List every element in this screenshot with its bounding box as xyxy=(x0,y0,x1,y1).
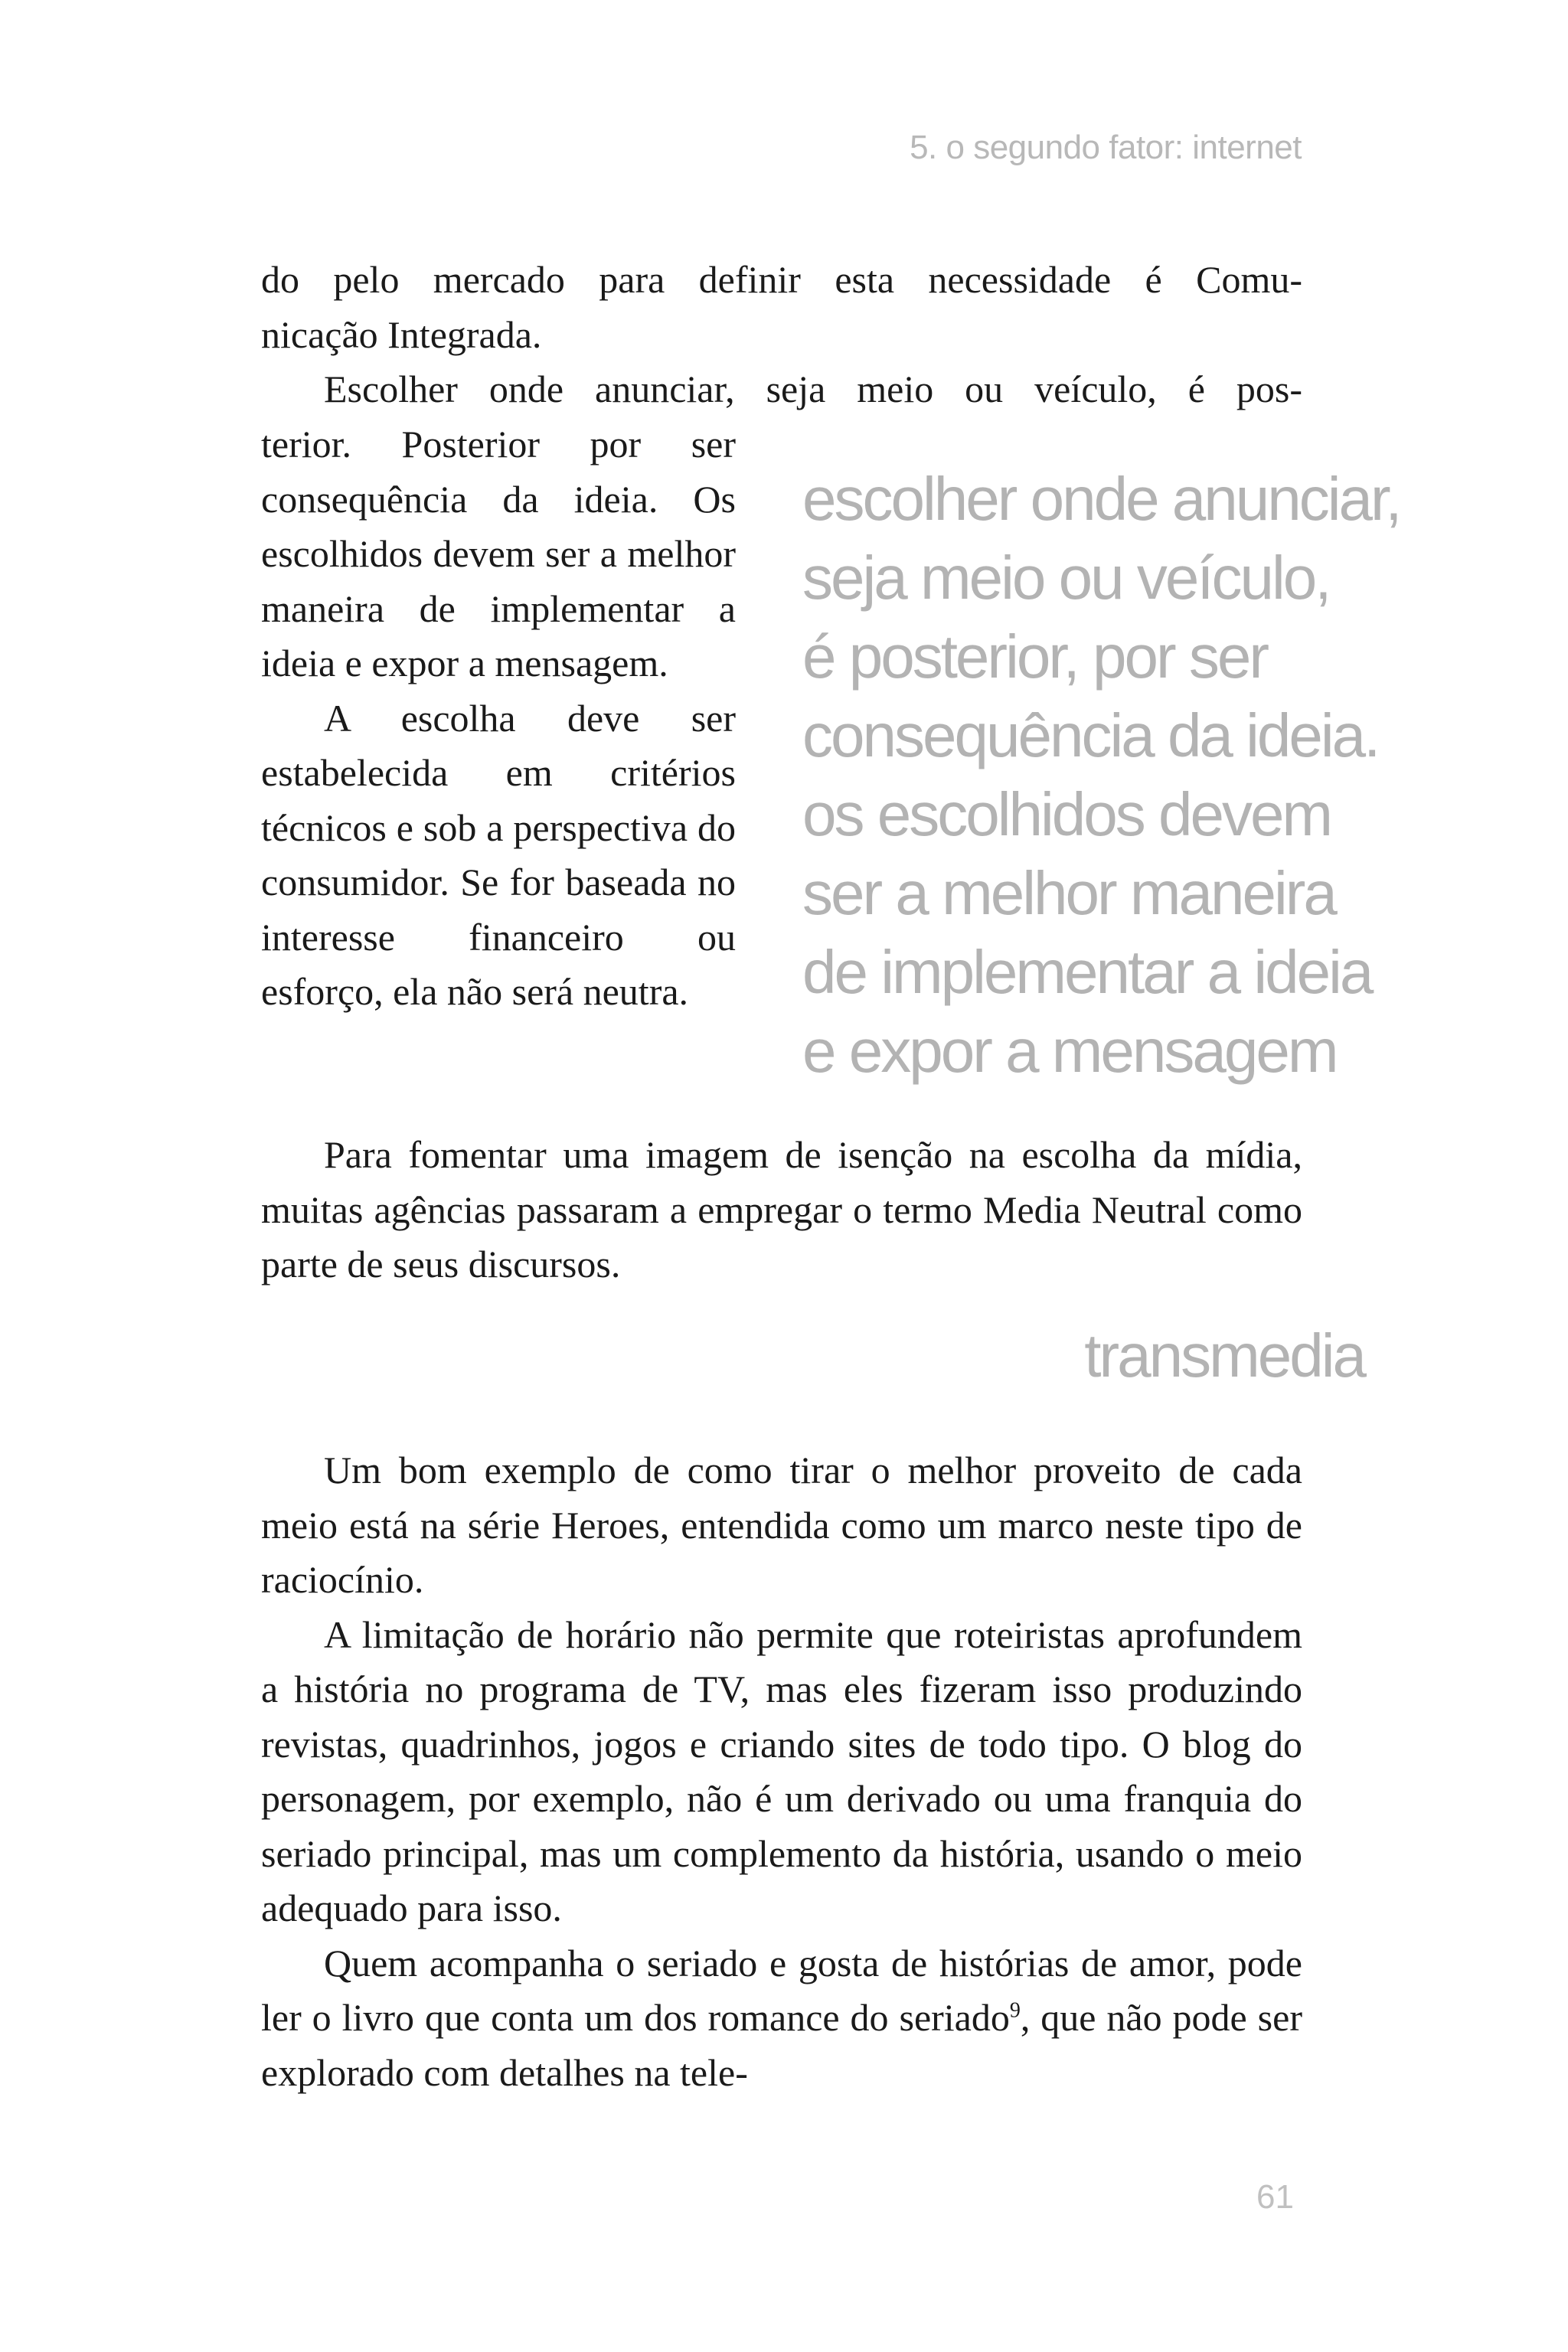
paragraph-choose-rest: terior. Posterior por ser consequência da ideia. Os escolhidos devem ser a melhor maneira de implementar a ideia e expor a mensagem. xyxy=(261,423,736,684)
paragraph-love-text: Quem acompanha o seriado e gosta de histórias de amor, pode ler o livro que conta um dos romance do seriado xyxy=(261,1941,1302,2039)
pull-quote-line: ser a melhor maneira xyxy=(802,859,1335,927)
pull-quote-line: seja meio ou veículo, xyxy=(802,544,1330,612)
section-heading: transmedia xyxy=(1084,1321,1364,1390)
paragraph-choose-line1 xyxy=(261,362,1302,417)
pull-quote xyxy=(802,459,1491,1090)
paragraph-continuation xyxy=(261,253,1302,362)
pull-quote-line: é posterior, por ser xyxy=(802,622,1267,691)
pull-quote-line: os escolhidos devem xyxy=(802,780,1331,848)
line: Escolher onde anunciar, seja meio ou veículo, é pos- xyxy=(324,368,1302,410)
paragraph-criteria: A escolha deve ser estabelecida em critérios técnicos e sob a perspectiva do consumidor. Se for baseada no interesse financeiro ou esforço, ela não será neutra. xyxy=(261,696,736,1013)
line: do pelo mercado para definir esta necessidade é Comu- xyxy=(261,258,1302,301)
paragraph-heroes: Um bom exemplo de como tirar o melhor proveito de cada meio está na série Heroes, entendida como um marco neste tipo de raciocínio. xyxy=(261,1449,1302,1601)
footnote-reference[interactable]: 9 xyxy=(1009,1998,1021,2023)
paragraph-media-neutral: Para fomentar uma imagem de isenção na escolha da mídia, muitas agências passaram a empregar o termo Media Neutral como parte de seus discursos. xyxy=(261,1133,1302,1285)
page-number: 61 xyxy=(1256,2178,1294,2216)
body-text-transmedia xyxy=(261,1443,1302,2100)
paragraph-limitation: A limitação de horário não permite que roteiristas aprofundem a história no programa de TV, mas eles fizeram isso produzindo revistas, quadrinhos, jogos e criando sites de todo tipo. O blog do personagem, por exemplo, não é um derivado ou uma franquia do seriado principal, mas um complemento da história, usando o meio adequado para isso. xyxy=(261,1612,1302,1929)
pull-quote-line: e expor a mensagem xyxy=(802,1017,1337,1085)
pull-quote-line: de implementar a ideia xyxy=(802,938,1372,1006)
body-text-media-neutral xyxy=(261,1128,1302,1292)
paragraph-love-text-end: , que não pode ser explorado com detalhes na tele- xyxy=(261,1996,1302,2094)
line: nicação Integrada. xyxy=(261,312,542,356)
pull-quote-line: consequência da ideia. xyxy=(802,701,1379,769)
pull-quote-line: escolher onde anunciar, xyxy=(802,465,1400,533)
body-text-side-column xyxy=(261,417,736,1020)
running-head: 5. o segundo fator: internet xyxy=(910,129,1302,166)
paragraph-love-story xyxy=(261,1936,1302,2101)
body-text-top xyxy=(261,253,1302,417)
